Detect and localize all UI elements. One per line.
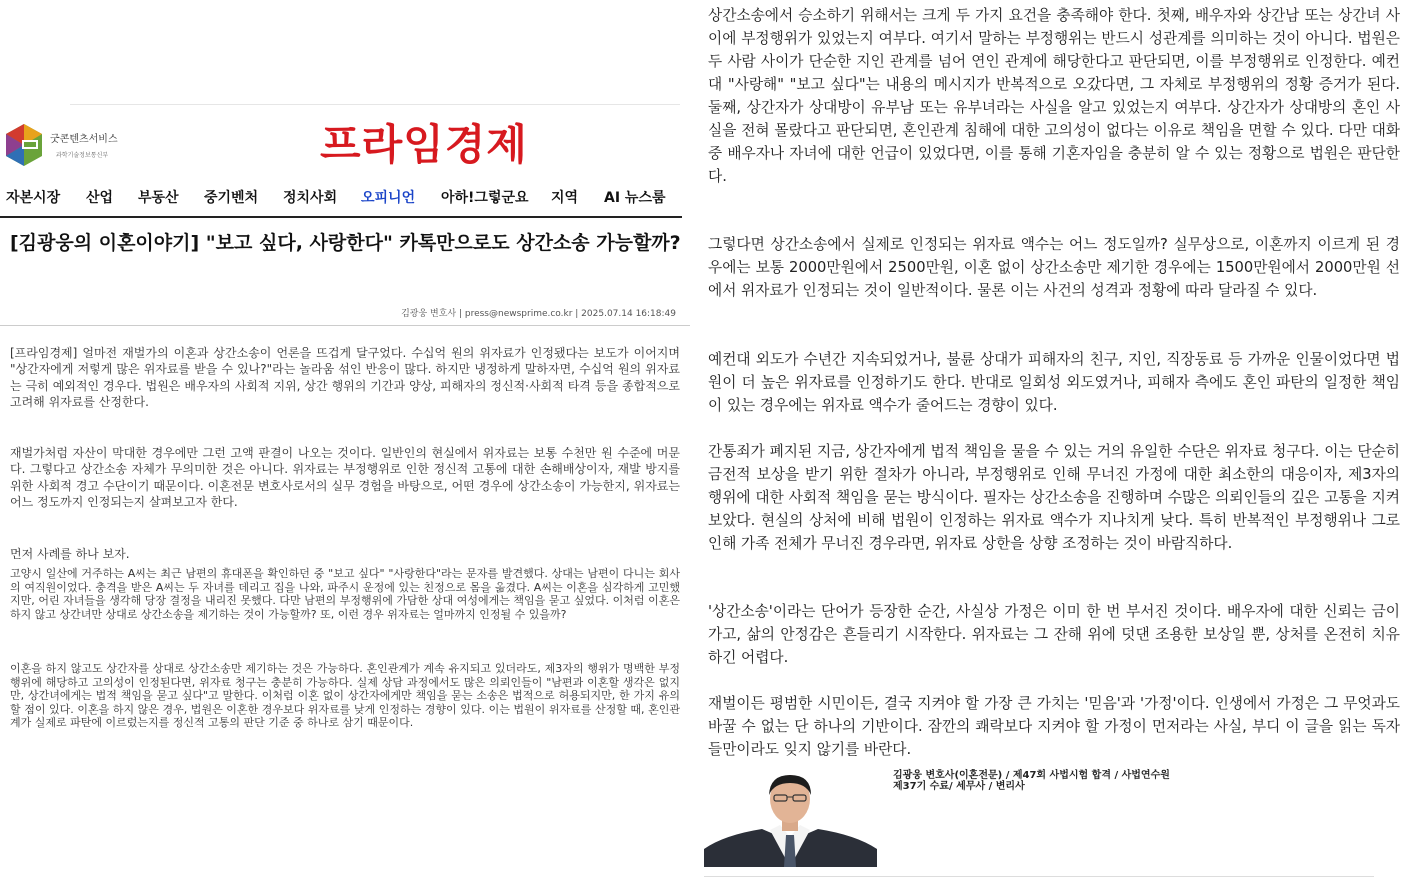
- article-paragraph: 고양시 일산에 거주하는 A씨는 최근 남편의 휴대폰을 확인하던 중 "보고 싶다" "사랑한다"라는 문자를 발견했다. 상대는 남편이 다니는 회사의 여직원이었다. 충격을 받은 A씨는 두 자녀를 데리고 집을 나와, 파주시 운정에 있는 친정으로 몸을 옮겼다. A씨는 이혼을 심각하게 고민했지만, 어린 자녀들을 생각해 당장 결정을 내리진 못했다. 다만 남편의 부정행위에 가담한 상대 여성에게는 책임을 묻고 싶었다. 이처럼 이혼은 하지 않고 상간녀만 상대로 상간소송을 제기하는 것이 가능할까? 또, 이런 경우 위자료는 얼마까지 인정될 수 있을까?: [10, 567, 680, 621]
- nav-item-ai-newsroom[interactable]: AI 뉴스룸: [604, 190, 666, 206]
- article-paragraph: 먼저 사례를 하나 보자.: [10, 547, 130, 561]
- nav-item-opinion[interactable]: 오피니언: [361, 190, 416, 206]
- footer-divider: [704, 876, 1374, 877]
- article-paragraph: 재벌이든 평범한 시민이든, 결국 지켜야 할 가장 큰 가치는 '믿음'과 '가정'이다. 인생에서 가정은 그 무엇과도 바꿀 수 없는 단 하나의 기반이다. 잠깐의 쾌락보다 지켜야 할 가정이 먼저라는 사실, 부디 이 글을 읽는 독자들만이라도 잊지 않기를 바란다.: [708, 695, 1400, 758]
- byline-divider: [0, 325, 690, 326]
- article-page-right: [700, 0, 1416, 885]
- nav-item-industry[interactable]: 산업: [86, 190, 114, 206]
- logo-subtitle: 과학기술정보통신부: [56, 152, 109, 159]
- article-paragraph: 상간소송에서 승소하기 위해서는 크게 두 가지 요건을 충족해야 한다. 첫째, 배우자와 상간남 또는 상간녀 사이에 부정행위가 있었는지 여부다. 여기서 말하는 부정행위는 반드시 성관계를 의미하는 것이 아니다. 법원은 두 사람 사이가 단순한 지인 관계를 넘어 연인 관계에 해당한다고 판단되면, 이를 부정행위로 인정한다. 예컨대 "사랑해" "보고 싶다"는 내용의 메시지가 반복적으로 오갔다면, 그 자체로 부정행위의 정황 증거가 된다. 둘째, 상간자가 상대방이 유부남 또는 유부녀라는 사실을 알고 있었는지 여부다. 상간자가 상대방의 혼인 사실을 전혀 몰랐다고 판단되면, 혼인관계 침해에 대한 고의성이 없다는 이유로 책임을 면할 수 있다. 다만 대화 중 배우자나 자녀에 대한 언급이 있었다면, 이를 통해 기혼자임을 충분히 알 수 있는 정황으로 법원은 판단한다.: [708, 7, 1400, 185]
- author-bio-line: 제37기 수료/ 세무사 / 변리사: [893, 781, 1025, 792]
- good-content-logo[interactable]: [4, 120, 134, 172]
- article-paragraph: 간통죄가 폐지된 지금, 상간자에게 법적 책임을 물을 수 있는 거의 유일한 수단은 위자료 청구다. 이는 단순히 금전적 보상을 받기 위한 절차가 아니라, 부정행위로 인해 무너진 가정에 대한 최소한의 대응이자, 제3자의 행위에 대한 사회적 책임을 묻는 방식이다. 필자는 상간소송을 진행하며 수많은 의뢰인들의 깊은 고통을 지켜보았다. 현실의 상처에 비해 법원이 인정하는 위자료 액수가 지나치게 낮다. 특히 반복적인 부정행위나 그로 인해 가족 전체가 무너진 경우라면, 위자료 상한을 상향 조정하는 것이 바람직하다.: [708, 443, 1400, 552]
- article-headline: [김광웅의 이혼이야기] "보고 싶다, 사랑한다" 카톡만으로도 상간소송 가능할까?: [10, 232, 681, 254]
- article-paragraph: '상간소송'이라는 단어가 등장한 순간, 사실상 가정은 이미 한 번 부서진 것이다. 배우자에 대한 신뢰는 금이 가고, 삶의 안정감은 흔들리기 시작한다. 위자료는 그 잔해 위에 덧댄 조용한 보상일 뿐, 상처를 온전히 치유하긴 어렵다.: [708, 603, 1400, 666]
- article-page-left: [0, 0, 690, 885]
- main-navigation: [6, 187, 682, 213]
- article-paragraph: 그렇다면 상간소송에서 실제로 인정되는 위자료 액수는 어느 정도일까? 실무상으로, 이혼까지 이르게 된 경우에는 보통 2000만원에서 2500만원, 이혼 없이 상간소송만 제기한 경우에는 1500만원에서 2000만원 선에서 위자료가 인정되는 것이 일반적이다. 물론 이는 사건의 성격과 정황에 따라 달라질 수 있다.: [708, 236, 1400, 299]
- author-photo: [704, 775, 877, 867]
- article-paragraph: [프라임경제] 얼마전 재벌가의 이혼과 상간소송이 언론을 뜨겁게 달구었다. 수십억 원의 위자료가 인정됐다는 보도가 이어지며 "상간자에게 저렇게 많은 위자료를 받을 수 있나?"라는 놀라움 섞인 반응이 많다. 하지만 냉정하게 말하자면, 수십억 원의 위자료는 극히 예외적인 경우다. 법원은 배우자의 사회적 지위, 상간 행위의 기간과 양상, 피해자의 정신적·사회적 타격 등을 종합적으로 고려해 위자료를 산정한다.: [10, 346, 680, 410]
- logo-name: 굿콘텐츠서비스: [50, 134, 118, 145]
- nav-divider: [0, 216, 682, 218]
- author-bio-line: 김광웅 변호사(이혼전문) / 제47회 사법시험 합격 / 사법연수원: [893, 770, 1170, 781]
- article-paragraph: 재벌가처럼 자산이 막대한 경우에만 그런 고액 판결이 나오는 것이다. 일반인의 현실에서 위자료는 보통 수천만 원 수준에 머문다. 그렇다고 상간소송 자체가 무의미한 것은 아니다. 위자료는 부정행위로 인한 정신적 고통에 대한 손해배상이자, 재발 방지를 위한 사회적 경고 수단이기 때문이다. 이혼전문 변호사로서의 실무 경험을 바탕으로, 어떤 경우에 상간소송이 가능한지, 위자료는 어느 정도까지 인정되는지 살펴보고자 한다.: [10, 446, 680, 510]
- article-paragraph: 예컨대 외도가 수년간 지속되었거나, 불륜 상대가 피해자의 친구, 지인, 직장동료 등 가까운 인물이었다면 법원이 더 높은 위자료를 인정하기도 한다. 반대로 일회성 외도였거나, 피해자 측에도 혼인 파탄의 일정한 책임이 있는 경우에는 위자료 액수가 줄어드는 경향이 있다.: [708, 351, 1400, 414]
- nav-item-sme-venture[interactable]: 중기벤처: [204, 190, 259, 206]
- nav-item-politics-society[interactable]: 정치사회: [283, 190, 338, 206]
- nav-item-capital-market[interactable]: 자본시장: [6, 190, 61, 206]
- article-paragraph: 이혼을 하지 않고도 상간자를 상대로 상간소송만 제기하는 것은 가능하다. 혼인관계가 계속 유지되고 있더라도, 제3자의 행위가 명백한 부정행위에 해당하고 고의성이 인정된다면, 위자료 청구는 충분히 가능하다. 실제 상담 과정에서도 많은 의뢰인들이 "남편과 이혼할 생각은 없지만, 상간녀에게는 법적 책임을 묻고 싶다"고 말한다. 이처럼 이혼 없이 상간자에게만 책임을 묻는 소송은 법적으로 허용되지만, 한 가지 유의할 점이 있다. 이혼을 하지 않은 경우, 법원은 이혼한 경우보다 위자료를 낮게 인정하는 경향이 있다. 이는 법원이 위자료를 산정할 때, 혼인관계가 실제로 파탄에 이르렀는지를 정신적 고통의 판단 기준 중 하나로 삼기 때문이다.: [10, 662, 680, 730]
- header-divider: [70, 104, 680, 105]
- nav-item-real-estate[interactable]: 부동산: [138, 190, 179, 206]
- author-bio: [893, 770, 1170, 792]
- nav-item-explainer[interactable]: 아하!그렇군요: [441, 190, 529, 206]
- newspaper-masthead[interactable]: 프라임경제: [320, 120, 528, 169]
- good-content-logo-icon: [4, 122, 44, 168]
- article-byline: 김광웅 변호사 | press@newsprime.co.kr | 2025.07.14 16:18:49: [401, 309, 676, 319]
- author-portrait-icon: [704, 775, 877, 867]
- nav-item-region[interactable]: 지역: [551, 190, 579, 206]
